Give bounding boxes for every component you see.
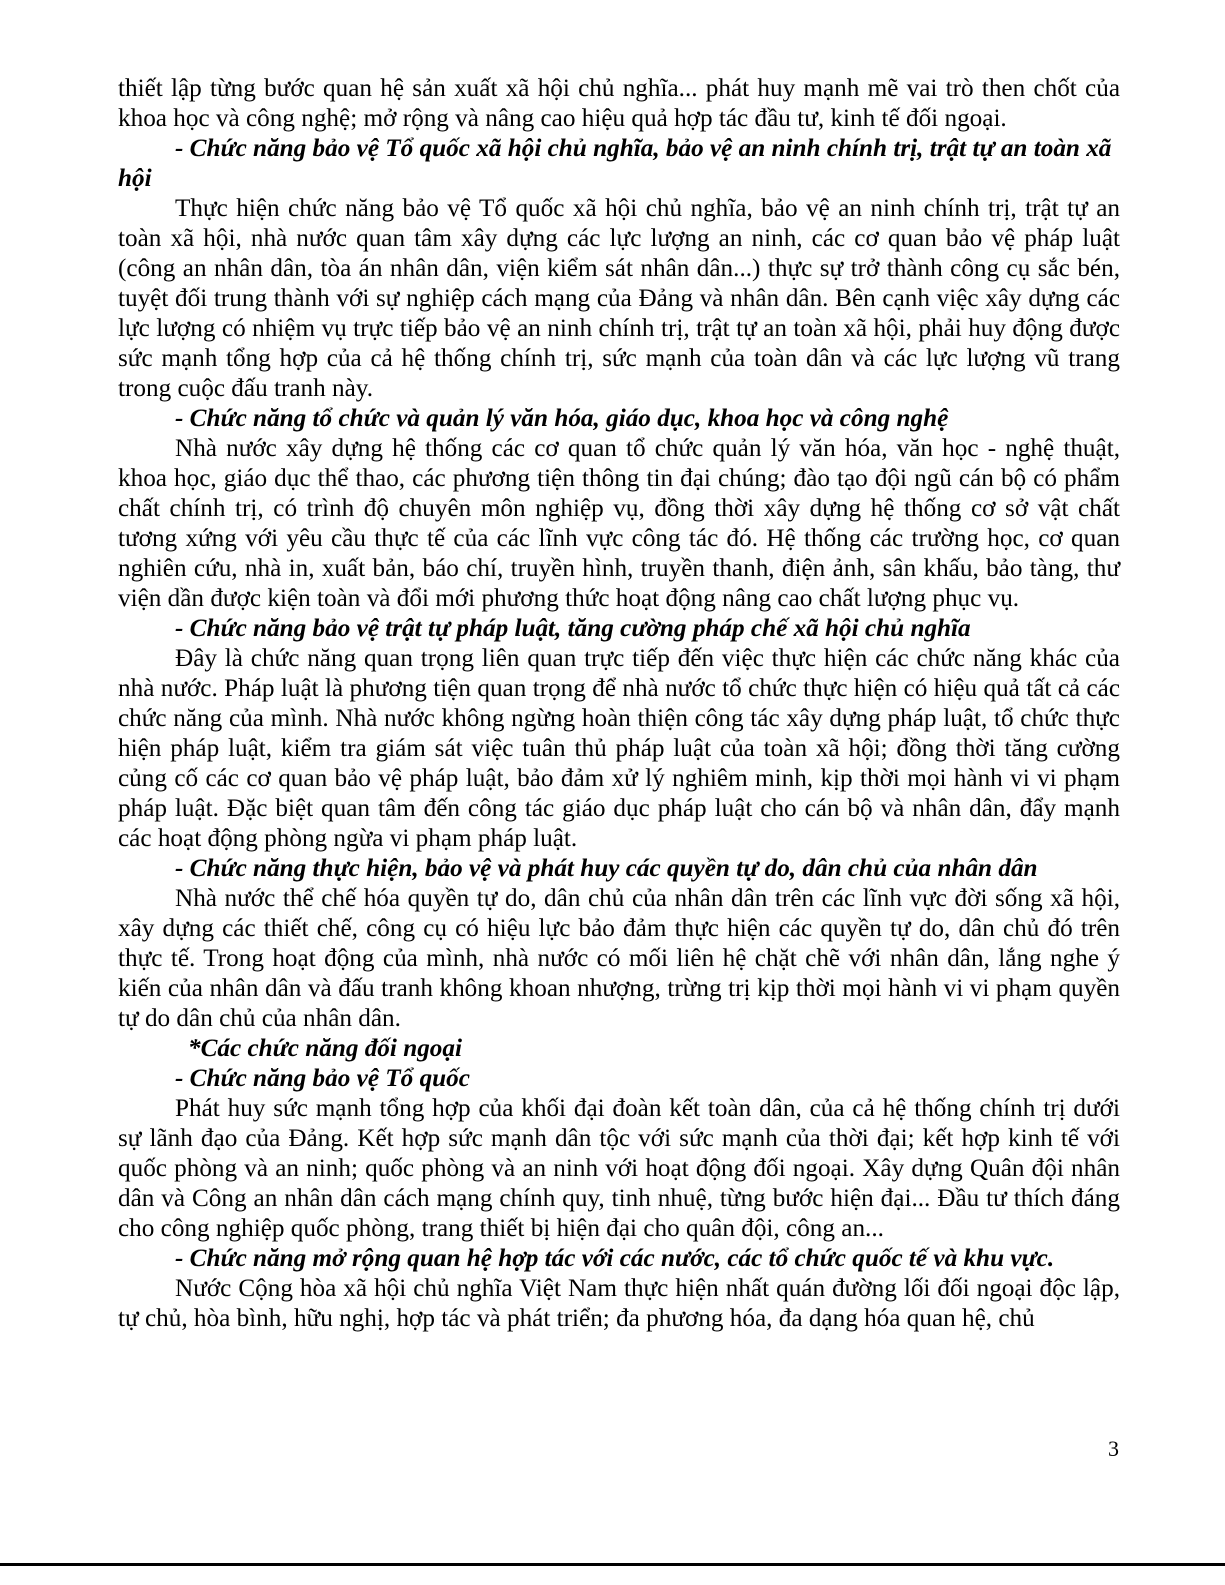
heading-international-cooperation-function: - Chức năng mở rộng quan hệ hợp tác với các nước, các tổ chức quốc tế và khu vực.	[175, 1245, 1055, 1272]
paragraph-homeland-protection: Phát huy sức mạnh tổng hợp của khối đại đoàn kết toàn dân, của cả hệ thống chính trị dưới sự lãnh đạo của Đảng. Kết hợp sức mạnh dân tộc với sức mạnh của thời đại; kết hợp kinh tế với quốc phòng và an ninh; quốc phòng và an ninh với hoạt động đối ngoại. Xây dựng Quân đội nhân dân và Công an nhân dân cách mạng chính quy, tinh nhuệ, từng bước hiện đại... Đầu tư thích đáng cho công nghiệp quốc phòng, trang thiết bị hiện đại cho quân đội, công an...	[118, 1095, 1120, 1242]
paragraph-economic-function-end: thiết lập từng bước quan hệ sản xuất xã hội chủ nghĩa... phát huy mạnh mẽ vai trò then chốt của khoa học và công nghệ; mở rộng và nâng cao hiệu quả hợp tác đầu tư, kinh tế đối ngoại.	[118, 75, 1120, 132]
heading-legal-order-function: - Chức năng bảo vệ trật tự pháp luật, tăng cường pháp chế xã hội chủ nghĩa	[175, 615, 971, 642]
heading-external-functions: *Các chức năng đối ngoại	[188, 1035, 462, 1062]
paragraph-international-cooperation: Nước Cộng hòa xã hội chủ nghĩa Việt Nam thực hiện nhất quán đường lối đối ngoại độc lập, tự chủ, hòa bình, hữu nghị, hợp tác và phát triển; đa phương hóa, đa dạng hóa quan hệ, chủ	[118, 1275, 1120, 1332]
page-number: 3	[1108, 1436, 1119, 1461]
heading-culture-education-function: - Chức năng tổ chức và quản lý văn hóa, giáo dục, khoa học và công nghệ	[175, 405, 949, 432]
paragraph-legal-order: Đây là chức năng quan trọng liên quan trực tiếp đến việc thực hiện các chức năng khác của nhà nước. Pháp luật là phương tiện quan trọng để nhà nước tổ chức thực hiện có hiệu quả tất cả các chức năng của mình. Nhà nước không ngừng hoàn thiện công tác xây dựng pháp luật, tổ chức thực hiện pháp luật, kiểm tra giám sát việc tuân thủ pháp luật của toàn xã hội; đồng thời tăng cường củng cố các cơ quan bảo vệ pháp luật, bảo đảm xử lý nghiêm minh, kịp thời mọi hành vi vi phạm pháp luật. Đặc biệt quan tâm đến công tác giáo dục pháp luật cho cán bộ và nhân dân, đẩy mạnh các hoạt động phòng ngừa vi phạm pháp luật.	[118, 645, 1120, 852]
paragraph-defense-security: Thực hiện chức năng bảo vệ Tổ quốc xã hội chủ nghĩa, bảo vệ an ninh chính trị, trật tự an toàn xã hội, nhà nước quan tâm xây dựng các lực lượng an ninh, các cơ quan bảo vệ pháp luật (công an nhân dân, tòa án nhân dân, viện kiểm sát nhân dân...) thực sự trở thành công cụ sắc bén, tuyệt đối trung thành với sự nghiệp cách mạng của Đảng và nhân dân. Bên cạnh việc xây dựng các lực lượng có nhiệm vụ trực tiếp bảo vệ an ninh chính trị, trật tự an toàn xã hội, phải huy động được sức mạnh tổng hợp của cả hệ thống chính trị, sức mạnh của toàn dân và các lực lượng vũ trang trong cuộc đấu tranh này.	[118, 195, 1120, 402]
heading-homeland-protection-function: - Chức năng bảo vệ Tổ quốc	[175, 1065, 470, 1092]
document-body	[118, 74, 1120, 1334]
paragraph-democracy-rights: Nhà nước thể chế hóa quyền tự do, dân chủ của nhân dân trên các lĩnh vực đời sống xã hội, xây dựng các thiết chế, công cụ có hiệu lực bảo đảm thực hiện các quyền tự do, dân chủ đó trên thực tế. Trong hoạt động của mình, nhà nước có mối liên hệ chặt chẽ với nhân dân, lắng nghe ý kiến của nhân dân và đấu tranh không khoan nhượng, trừng trị kịp thời mọi hành vi vi phạm quyền tự do dân chủ của nhân dân.	[118, 885, 1120, 1032]
bottom-divider	[0, 1563, 1225, 1566]
paragraph-culture-education: Nhà nước xây dựng hệ thống các cơ quan tổ chức quản lý văn hóa, văn học - nghệ thuật, khoa học, giáo dục thể thao, các phương tiện thông tin đại chúng; đào tạo đội ngũ cán bộ có phẩm chất chính trị, có trình độ chuyên môn nghiệp vụ, đồng thời xây dựng hệ thống cơ sở vật chất tương xứng với yêu cầu thực tế của các lĩnh vực công tác đó. Hệ thống các trường học, cơ quan nghiên cứu, nhà in, xuất bản, báo chí, truyền hình, truyền thanh, điện ảnh, sân khấu, bảo tàng, thư viện dần được kiện toàn và đổi mới phương thức hoạt động nâng cao chất lượng phục vụ.	[118, 435, 1120, 612]
heading-democracy-rights-function: - Chức năng thực hiện, bảo vệ và phát huy các quyền tự do, dân chủ của nhân dân	[175, 855, 1038, 882]
heading-defense-security-function: - Chức năng bảo vệ Tổ quốc xã hội chủ nghĩa, bảo vệ an ninh chính trị, trật tự an toàn xã hội	[118, 135, 1112, 192]
